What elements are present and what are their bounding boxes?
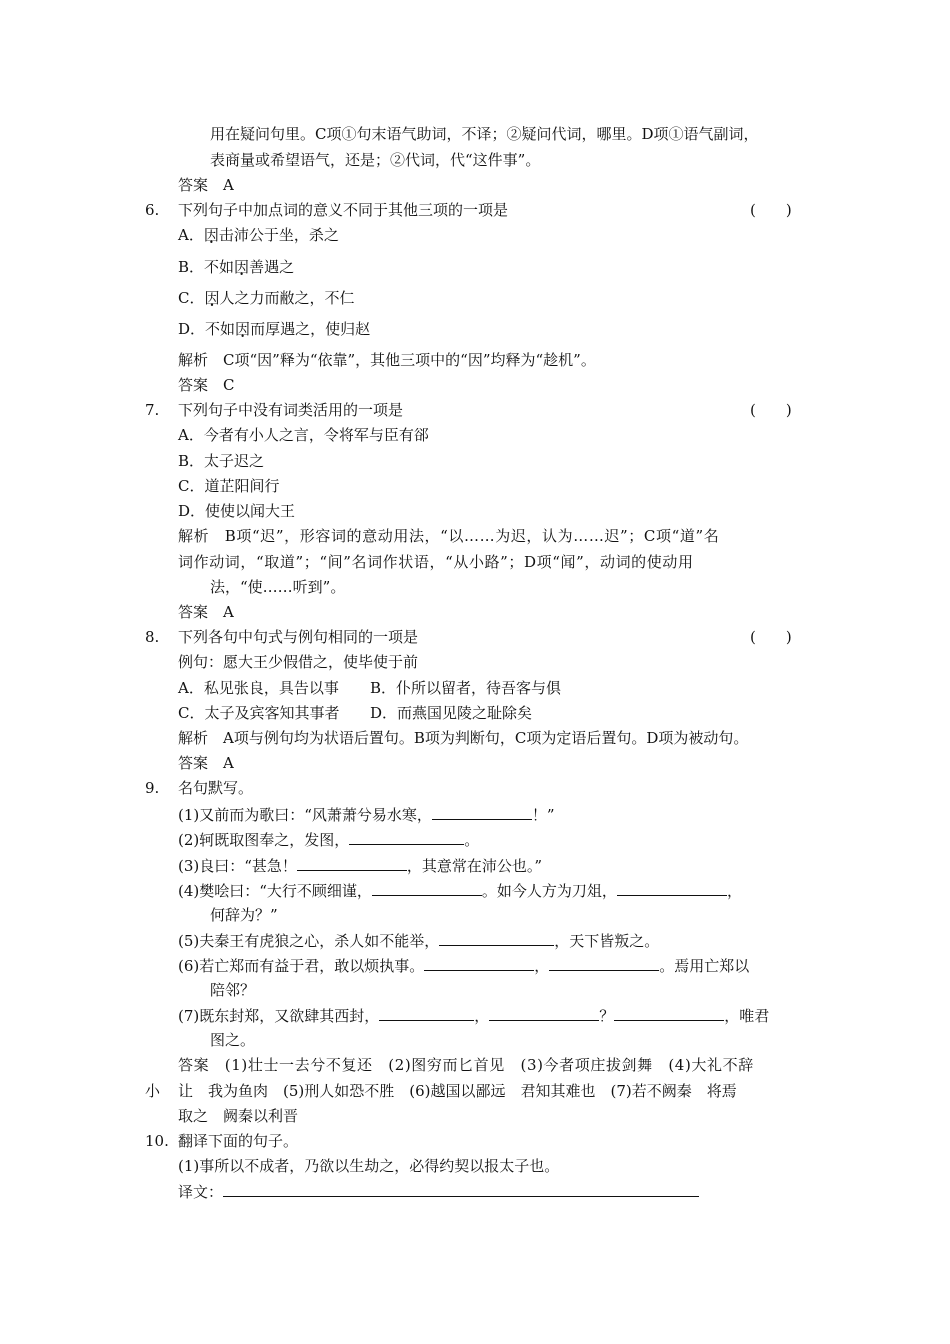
q6-answer-paren: ( ) — [750, 201, 792, 219]
q9-answer-line2: 让 我为鱼肉 (5)刑人如恐不胜 (6)越国以鄙远 君知其难也 (7)若不阙秦 将焉 — [178, 1082, 737, 1100]
q9-item-6-cont: 陪邻？ — [210, 981, 256, 999]
q9-answer-line3: 取之 阙秦以利晋 — [178, 1107, 299, 1125]
fill-blank — [379, 1005, 474, 1021]
q7-option-b: B．太子迟之 — [178, 452, 265, 470]
q6-answer: 答案 C — [178, 376, 235, 394]
q7-answer: 答案 A — [178, 603, 234, 621]
q7-option-c: C．道芷阳间行 — [178, 477, 280, 495]
translation-line — [223, 1181, 699, 1197]
q8-stem: 下列各句中句式与例句相同的一项是 — [178, 628, 419, 646]
q7-analysis-line2: 词作动词，“取道”；“间”名词作状语，“从小路”；D项“闻”，动词的使动用 — [178, 553, 694, 571]
q6-stem: 下列句子中加点词的意义不同于其他三项的一项是 — [178, 201, 509, 219]
q8-analysis: 解析 A项与例句均为状语后置句。B项为判断句，C项为定语后置句。D项为被动句。 — [178, 729, 749, 747]
q9-item-7-cont: 图之。 — [210, 1031, 256, 1049]
q7-analysis-line1: 解析 B项“迟”，形容词的意动用法，“以……为迟，认为……迟”；C项“道”名 — [178, 527, 720, 545]
dotted-word: 因 — [204, 289, 220, 307]
q9-item-4-cont: 何辞为？” — [210, 906, 278, 924]
fill-blank — [614, 1005, 724, 1021]
q10-sentence-1: (1)事所以不成者，乃欲以生劫之，必得约契以报太子也。 — [178, 1157, 560, 1175]
fill-blank — [432, 804, 532, 820]
q9-number: 9. — [145, 779, 160, 797]
q6-option-d: D．不如因而厚遇之，使归赵 — [178, 320, 371, 338]
q6-option-a: A．因击沛公于坐，杀之 — [178, 226, 339, 244]
q9-item-1: (1)又前而为歌曰：“风萧萧兮易水寒， ！” — [178, 806, 555, 824]
q9-item-5: (5)夫秦王有虎狼之心，杀人如不能举， ，天下皆叛之。 — [178, 932, 660, 950]
q8-option-a: A．私见张良，具告以事 — [178, 679, 339, 697]
fill-blank — [489, 1005, 599, 1021]
q5-answer: 答案 A — [178, 176, 234, 194]
q7-stem: 下列句子中没有词类活用的一项是 — [178, 401, 404, 419]
q9-stem: 名句默写。 — [178, 779, 254, 797]
q8-answer-paren: ( ) — [750, 628, 792, 646]
fill-blank — [439, 930, 554, 946]
q10-number: 10. — [145, 1132, 169, 1150]
fill-blank — [617, 880, 727, 896]
q7-number: 7. — [145, 401, 160, 419]
q6-option-c: C．因人之力而敝之，不仁 — [178, 289, 355, 307]
q9-item-4: (4)樊哙曰：“大行不顾细谨， 。如今人方为刀俎， ， — [178, 882, 742, 900]
q5-analysis-line1: 用在疑问句里。C项①句末语气助词，不译；②疑问代词，哪里。D项①语气副词， — [210, 125, 759, 143]
q8-answer: 答案 A — [178, 754, 234, 772]
fill-blank — [297, 855, 407, 871]
q9-item-6: (6)若亡郑而有益于君，敢以烦执事。 ， 。焉用亡郑以 — [178, 957, 750, 975]
dotted-word: 因 — [234, 258, 250, 276]
q6-option-b: B．不如因善遇之 — [178, 258, 295, 276]
q8-number: 8. — [145, 628, 160, 646]
q7-analysis-line3: 法，“使……听到”。 — [210, 578, 346, 596]
q8-example: 例句：愿大王少假借之，使毕使于前 — [178, 653, 419, 671]
fill-blank — [424, 955, 534, 971]
q10-stem: 翻译下面的句子。 — [178, 1132, 299, 1150]
q9-item-3: (3)良曰：“甚急！ ，其意常在沛公也。” — [178, 857, 543, 875]
q7-option-d: D．使使以闻大王 — [178, 502, 296, 520]
q9-answer-stray-char: 小 — [145, 1082, 161, 1100]
q9-item-2: (2)轲既取图奉之，发图， 。 — [178, 831, 480, 849]
dotted-word: 因 — [203, 226, 219, 244]
q10-translation: 译文： — [178, 1181, 699, 1202]
q8-option-b: B．仆所以留者，待吾客与俱 — [370, 679, 562, 697]
q8-option-d: D．而燕国见陵之耻除矣 — [370, 704, 533, 722]
fill-blank — [349, 829, 464, 845]
fill-blank — [372, 880, 482, 896]
q5-analysis-line2: 表商量或希望语气，还是；②代词，代“这件事”。 — [210, 151, 541, 169]
q6-number: 6. — [145, 201, 160, 219]
q6-analysis: 解析 C项“因”释为“依靠”，其他三项中的“因”均释为“趁机”。 — [178, 351, 596, 369]
q8-option-c: C．太子及宾客知其事者 — [178, 704, 340, 722]
q9-answer-line1: 答案 (1)壮士一去兮不复还 (2)图穷而匕首见 (3)今者项庄拔剑舞 (4)大礼不辞 — [178, 1056, 754, 1074]
q7-answer-paren: ( ) — [750, 401, 792, 419]
q9-item-7: (7)既东封郑，又欲肆其西封， ， ？ ，唯君 — [178, 1007, 770, 1025]
dotted-word: 因 — [235, 320, 251, 338]
fill-blank — [549, 955, 659, 971]
q7-option-a: A．今者有小人之言，令将军与臣有郤 — [178, 426, 429, 444]
